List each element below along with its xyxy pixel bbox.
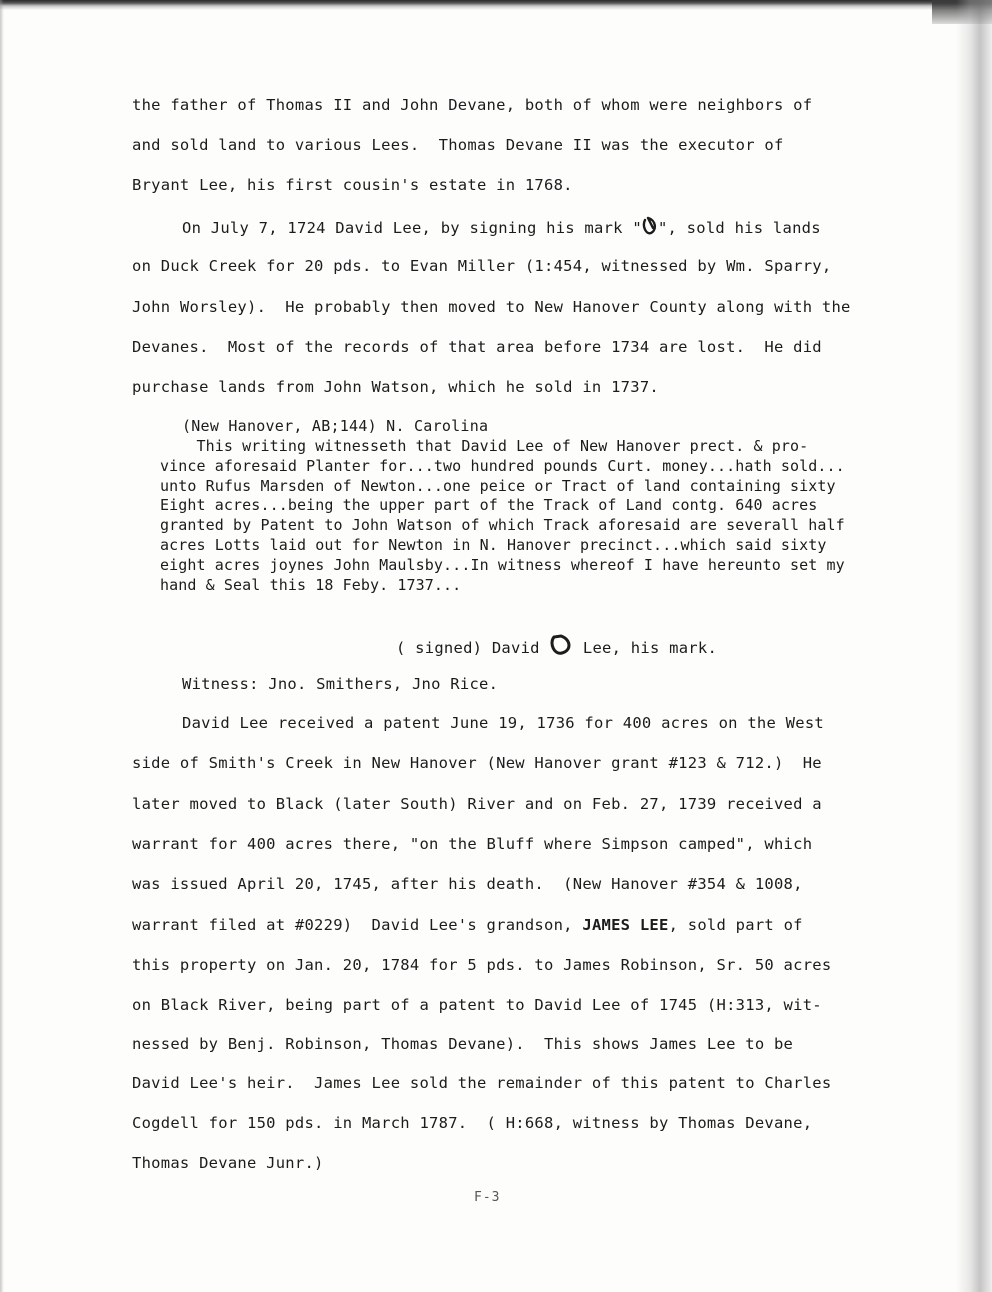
p2-line-2: on Duck Creek for 20 pds. to Evan Miller (1:454, witnessed by Wm. Sparry, bbox=[132, 257, 832, 275]
p3-line-5: was issued April 20, 1745, after his death. (New Hanover #354 & 1008, bbox=[132, 875, 803, 893]
p3-line-1: David Lee received a patent June 19, 1736 for 400 acres on the West bbox=[182, 714, 824, 732]
p3-line-2: side of Smith's Creek in New Hanover (New Hanover grant #123 & 712.) He bbox=[132, 754, 822, 772]
p2-line-1-start: On July 7, 1724 David Lee, by signing his mark " bbox=[182, 219, 642, 237]
p3-line-4: warrant for 400 acres there, "on the Bluff where Simpson camped", which bbox=[132, 835, 813, 853]
deed-line-2: vince aforesaid Planter for...two hundred pounds Curt. money...hath sold... bbox=[160, 456, 845, 475]
deed-line-1: This writing witnesseth that David Lee of New Hanover prect. & pro- bbox=[160, 437, 809, 455]
p3-line-9: nessed by Benj. Robinson, Thomas Devane). This shows James Lee to be bbox=[132, 1035, 794, 1053]
james-lee-name: JAMES LEE bbox=[582, 916, 669, 934]
deed-line-5: granted by Patent to John Watson of which Track aforesaid are severall half bbox=[160, 516, 845, 535]
p2-line-1 bbox=[182, 216, 821, 241]
p1-line-2: and sold land to various Lees. Thomas Devane II was the executor of bbox=[132, 136, 784, 154]
deed-witness: Witness: Jno. Smithers, Jno Rice. bbox=[182, 675, 499, 693]
p3-line-7: this property on Jan. 20, 1784 for 5 pds. to James Robinson, Sr. 50 acres bbox=[132, 956, 832, 974]
p2-line-3: John Worsley). He probably then moved to New Hanover County along with the bbox=[132, 298, 851, 316]
p2-line-5: purchase lands from John Watson, which he sold in 1737. bbox=[132, 378, 659, 396]
p3-line-8: on Black River, being part of a patent to David Lee of 1745 (H:313, wit- bbox=[132, 996, 822, 1014]
deed-quote-block bbox=[160, 437, 900, 595]
signature-mark-icon bbox=[642, 216, 658, 241]
p3-line-6 bbox=[132, 915, 803, 935]
signature-mark-icon bbox=[549, 634, 573, 661]
p2-line-1-end: ", sold his lands bbox=[657, 219, 821, 237]
deed-line-6: acres Lotts laid out for Newton in N. Hanover precinct...which said sixty bbox=[160, 535, 827, 554]
p3-line-10: David Lee's heir. James Lee sold the remainder of this patent to Charles bbox=[132, 1074, 832, 1092]
deed-line-4: Eight acres...being the upper part of the Track of Land contg. 640 acres bbox=[160, 496, 818, 515]
p3-line-11: Cogdell for 150 pds. in March 1787. ( H:668, witness by Thomas Devane, bbox=[132, 1114, 813, 1132]
deed-line-8: hand & Seal this 18 Feby. 1737... bbox=[160, 575, 462, 594]
deed-line-7: eight acres joynes John Maulsby...In witness whereof I have hereunto set my bbox=[160, 555, 845, 574]
p2-line-4: Devanes. Most of the records of that area before 1734 are lost. He did bbox=[132, 338, 822, 356]
p3-line-3: later moved to Black (later South) River and on Feb. 27, 1739 received a bbox=[132, 795, 822, 813]
p3-line-12: Thomas Devane Junr.) bbox=[132, 1154, 324, 1172]
scan-edge-right bbox=[956, 0, 992, 1292]
deed-heading: (New Hanover, AB;144) N. Carolina bbox=[182, 417, 489, 435]
deed-line-3: unto Rufus Marsden of Newton...one peice or Tract of land containing sixty bbox=[160, 476, 836, 495]
scan-edge-left bbox=[0, 0, 4, 1292]
page-number: F-3 bbox=[474, 1190, 501, 1205]
signature-end: Lee, his mark. bbox=[573, 639, 718, 657]
p1-line-3: Bryant Lee, his first cousin's estate in 1768. bbox=[132, 176, 573, 194]
p3-line-6-start: warrant filed at #0229) David Lee's grandson, bbox=[132, 916, 583, 934]
scan-edge-top bbox=[0, 0, 992, 10]
deed-signature bbox=[396, 634, 717, 661]
p1-line-1: the father of Thomas II and John Devane, both of whom were neighbors of bbox=[132, 96, 813, 114]
signature-start: ( signed) David bbox=[396, 639, 550, 657]
p3-line-6-end: , sold part of bbox=[668, 916, 803, 934]
